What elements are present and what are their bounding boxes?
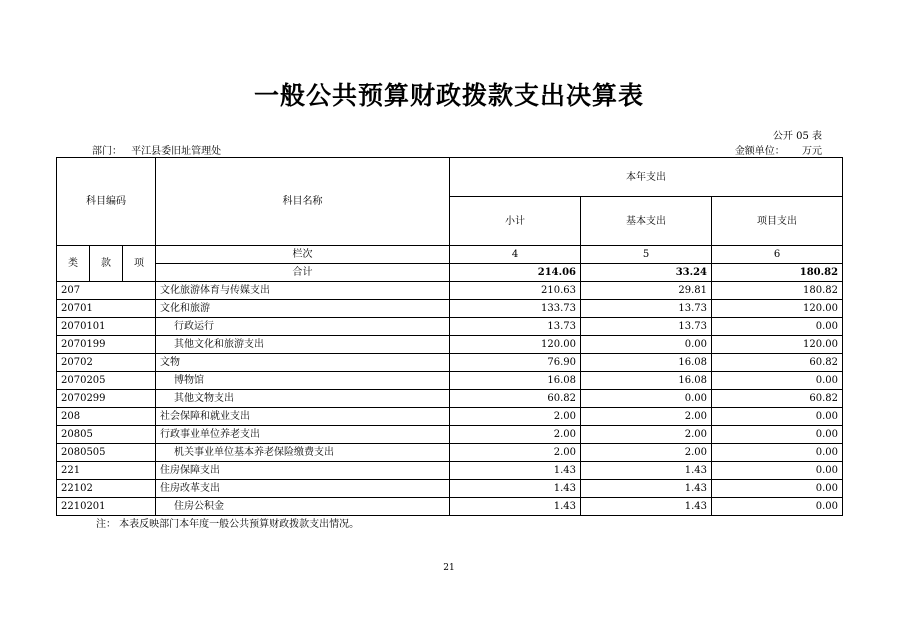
row-project: 120.00 (712, 300, 843, 318)
department-label: 部门： (92, 146, 122, 157)
table-row (57, 318, 843, 336)
row-project: 0.00 (712, 372, 843, 390)
row-name: 住房保障支出 (156, 462, 450, 480)
header-kuan: 款 (90, 246, 123, 282)
column-number-label: 栏次 (156, 246, 450, 264)
row-basic: 13.73 (581, 318, 712, 336)
table-row (57, 444, 843, 462)
column-number-5: 5 (581, 246, 712, 264)
row-basic: 2.00 (581, 408, 712, 426)
row-basic: 16.08 (581, 354, 712, 372)
row-project: 180.82 (712, 282, 843, 300)
header-xiang: 项 (123, 246, 156, 282)
total-basic: 33.24 (581, 264, 712, 282)
table-row (57, 336, 843, 354)
row-subtotal: 16.08 (450, 372, 581, 390)
row-name: 机关事业单位基本养老保险缴费支出 (156, 444, 450, 462)
column-number-4: 4 (450, 246, 581, 264)
row-code: 20701 (57, 300, 156, 318)
table-row (57, 282, 843, 300)
row-code: 2070101 (57, 318, 156, 336)
row-basic: 16.08 (581, 372, 712, 390)
row-project: 0.00 (712, 408, 843, 426)
row-project: 0.00 (712, 318, 843, 336)
unit-value: 万元 (802, 146, 822, 157)
row-project: 60.82 (712, 354, 843, 372)
row-code: 2070199 (57, 336, 156, 354)
header-subject-name: 科目名称 (156, 158, 450, 246)
row-subtotal: 60.82 (450, 390, 581, 408)
row-basic: 1.43 (581, 462, 712, 480)
row-name: 其他文化和旅游支出 (156, 336, 450, 354)
row-subtotal: 1.43 (450, 480, 581, 498)
row-basic: 29.81 (581, 282, 712, 300)
header-subtotal: 小计 (450, 197, 581, 246)
row-name: 社会保障和就业支出 (156, 408, 450, 426)
row-subtotal: 76.90 (450, 354, 581, 372)
row-project: 120.00 (712, 336, 843, 354)
row-basic: 13.73 (581, 300, 712, 318)
row-code: 22102 (57, 480, 156, 498)
row-name: 行政事业单位养老支出 (156, 426, 450, 444)
row-project: 0.00 (712, 498, 843, 516)
unit-label: 金额单位： (734, 146, 785, 157)
header-subject-code: 科目编码 (57, 158, 156, 246)
total-row (57, 264, 843, 282)
department-name: 平江县委旧址管理处 (131, 146, 222, 157)
row-project: 0.00 (712, 444, 843, 462)
footnote: 注： 本表反映部门本年度一般公共预算财政拨款支出情况。 (96, 519, 360, 530)
form-code: 公开 05 表 (772, 131, 822, 142)
expenditure-table (56, 157, 843, 516)
row-subtotal: 2.00 (450, 444, 581, 462)
row-code: 2210201 (57, 498, 156, 516)
row-subtotal: 120.00 (450, 336, 581, 354)
header-lei: 类 (57, 246, 90, 282)
row-name: 其他文物支出 (156, 390, 450, 408)
row-name: 文化和旅游 (156, 300, 450, 318)
row-basic: 0.00 (581, 336, 712, 354)
row-project: 0.00 (712, 462, 843, 480)
total-project: 180.82 (712, 264, 843, 282)
row-subtotal: 133.73 (450, 300, 581, 318)
table-row (57, 390, 843, 408)
row-name: 行政运行 (156, 318, 450, 336)
row-subtotal: 1.43 (450, 462, 581, 480)
row-code: 221 (57, 462, 156, 480)
row-subtotal: 1.43 (450, 498, 581, 516)
row-name: 住房改革支出 (156, 480, 450, 498)
department-line (92, 142, 221, 157)
unit-line (735, 142, 822, 157)
table-row (57, 372, 843, 390)
page-title: 一般公共预算财政拨款支出决算表 (253, 81, 644, 110)
table-row (57, 300, 843, 318)
table-row (57, 354, 843, 372)
row-project: 60.82 (712, 390, 843, 408)
row-subtotal: 2.00 (450, 426, 581, 444)
row-name: 文化旅游体育与传媒支出 (156, 282, 450, 300)
row-project: 0.00 (712, 426, 843, 444)
row-code: 2070299 (57, 390, 156, 408)
row-subtotal: 13.73 (450, 318, 581, 336)
row-name: 博物馆 (156, 372, 450, 390)
column-number-row (57, 246, 843, 264)
total-subtotal: 214.06 (450, 264, 581, 282)
row-subtotal: 2.00 (450, 408, 581, 426)
row-code: 207 (57, 282, 156, 300)
row-code: 20702 (57, 354, 156, 372)
page-number: 21 (443, 563, 455, 573)
header-project: 项目支出 (712, 197, 843, 246)
row-code: 20805 (57, 426, 156, 444)
row-code: 2070205 (57, 372, 156, 390)
row-basic: 1.43 (581, 498, 712, 516)
header-row-1 (57, 158, 843, 197)
row-basic: 2.00 (581, 426, 712, 444)
column-number-6: 6 (712, 246, 843, 264)
row-code: 2080505 (57, 444, 156, 462)
row-project: 0.00 (712, 480, 843, 498)
row-name: 文物 (156, 354, 450, 372)
table-row (57, 408, 843, 426)
table-row (57, 498, 843, 516)
row-code: 208 (57, 408, 156, 426)
row-name: 住房公积金 (156, 498, 450, 516)
table-row (57, 480, 843, 498)
header-basic: 基本支出 (581, 197, 712, 246)
row-basic: 0.00 (581, 390, 712, 408)
total-label: 合计 (156, 264, 450, 282)
row-basic: 1.43 (581, 480, 712, 498)
header-current-year: 本年支出 (450, 158, 843, 197)
row-subtotal: 210.63 (450, 282, 581, 300)
row-basic: 2.00 (581, 444, 712, 462)
table-row (57, 426, 843, 444)
table-row (57, 462, 843, 480)
